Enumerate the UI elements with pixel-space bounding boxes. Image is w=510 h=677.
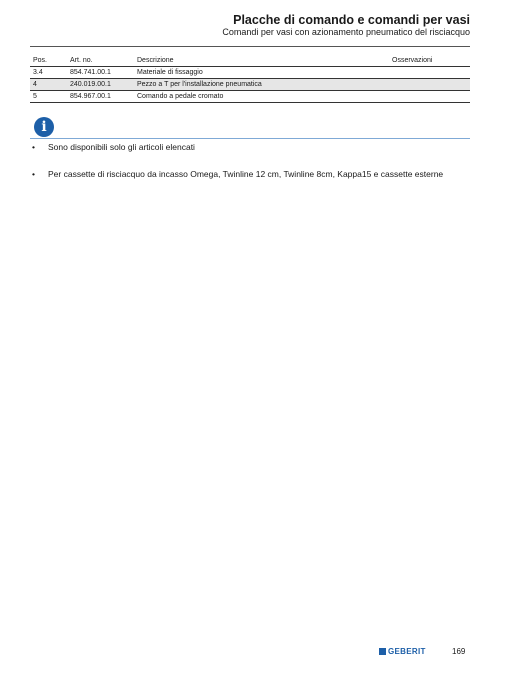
note-text: Sono disponibili solo gli articoli elencati (48, 142, 195, 152)
table-header-row (30, 54, 470, 67)
bullet-icon: • (32, 169, 35, 179)
page-title: Placche di comando e comandi per vasi (233, 13, 470, 27)
cell-description: Comando a pedale cromato (134, 91, 389, 103)
cell-description: Pezzo a T per l'installazione pneumatica (134, 79, 389, 91)
column-header-art-no: Art. no. (67, 54, 134, 67)
cell-description: Materiale di fissaggio (134, 67, 389, 79)
cell-notes (389, 91, 470, 103)
table-row (30, 79, 470, 91)
cell-notes (389, 67, 470, 79)
brand-name: GEBERIT (388, 647, 426, 656)
logo-square-icon (379, 648, 386, 655)
column-header-notes: Osservazioni (389, 54, 470, 67)
column-header-pos: Pos. (30, 54, 67, 67)
cell-art-no: 240.019.00.1 (67, 79, 134, 91)
cell-notes (389, 79, 470, 91)
parts-table (30, 54, 470, 103)
cell-pos: 3.4 (30, 67, 67, 79)
brand-logo (379, 647, 426, 656)
cell-art-no: 854.967.00.1 (67, 91, 134, 103)
info-icon: i (34, 117, 54, 137)
note-text: Per cassette di risciacquo da incasso Omega, Twinline 12 cm, Twinline 8cm, Kappa15 e cassette esterne (48, 169, 444, 179)
list-item (30, 142, 470, 153)
page-subtitle: Comandi per vasi con azionamento pneumatico del risciacquo (222, 27, 470, 37)
list-item (30, 169, 470, 180)
table-row (30, 91, 470, 103)
cell-pos: 5 (30, 91, 67, 103)
info-notes (30, 142, 470, 180)
column-header-description: Descrizione (134, 54, 389, 67)
header-divider (30, 46, 470, 47)
page-number: 169 (452, 647, 466, 656)
table-row (30, 67, 470, 79)
info-divider (30, 138, 470, 139)
bullet-icon: • (32, 142, 35, 152)
cell-pos: 4 (30, 79, 67, 91)
cell-art-no: 854.741.00.1 (67, 67, 134, 79)
page-header (222, 13, 470, 38)
